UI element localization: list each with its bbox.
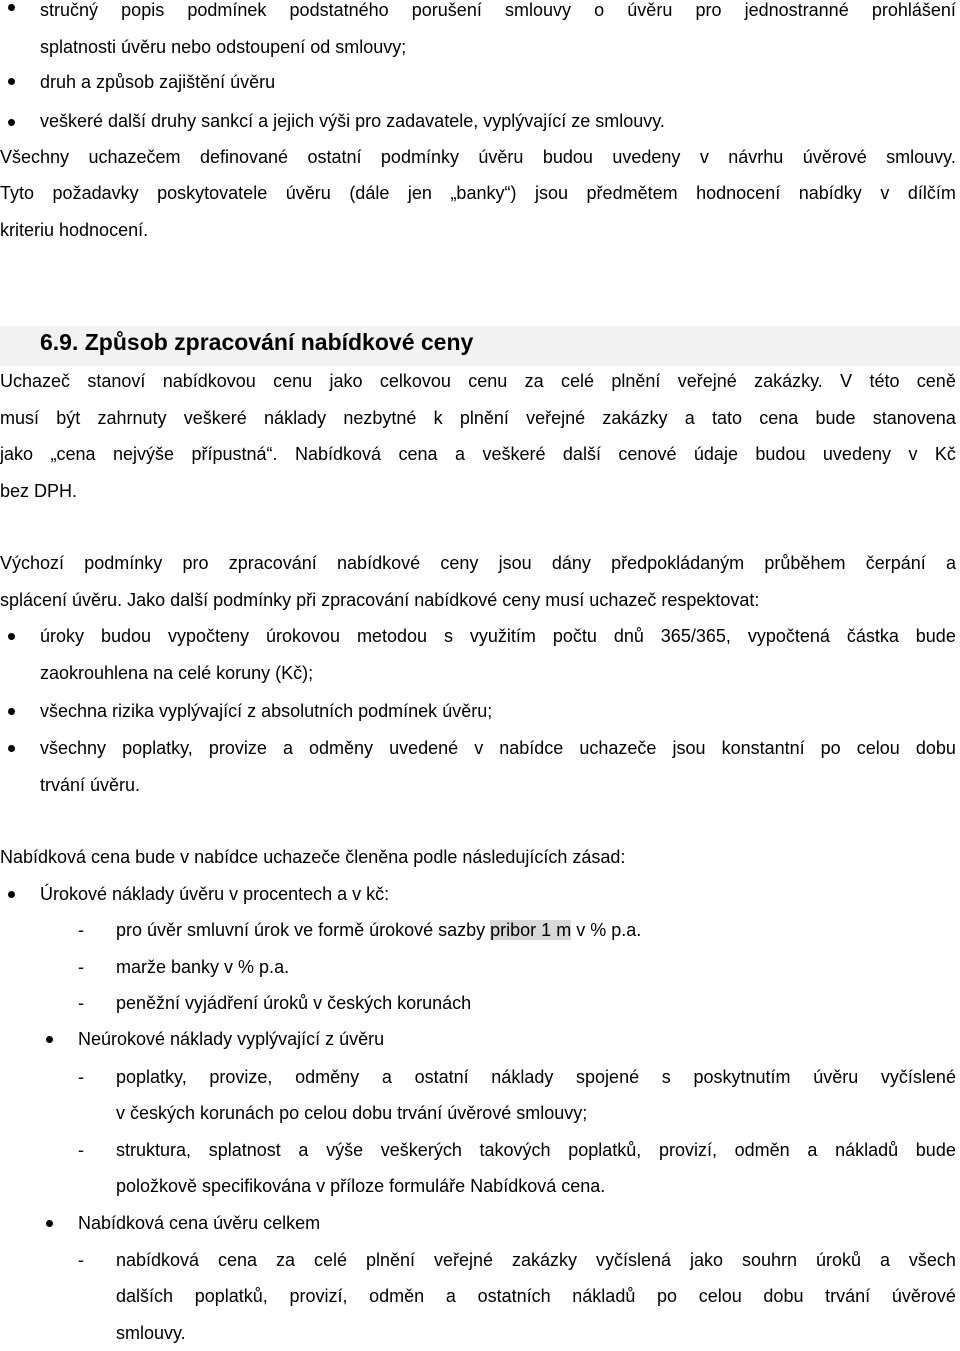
- word: úvěrové: [891, 1286, 956, 1306]
- word: za: [276, 1250, 296, 1270]
- word: úvěrové: [802, 147, 867, 167]
- word: ostatních: [477, 1286, 551, 1306]
- word: cena: [759, 408, 799, 428]
- word: celé: [560, 371, 594, 391]
- word: poplatky,: [116, 1067, 187, 1087]
- paragraph-line: [0, 139, 960, 175]
- word: a: [807, 1140, 818, 1160]
- paragraph-line: Nabídková cena bude v nabídce uchazeče členěna podle následujících zásad:: [0, 847, 626, 867]
- word: celkovou: [379, 371, 451, 391]
- word: náklady: [264, 408, 327, 428]
- word: vypočteny: [167, 626, 249, 646]
- word: souhrn: [741, 1250, 797, 1270]
- word: požadavky: [52, 183, 139, 203]
- word: budou: [100, 626, 152, 646]
- word: a: [945, 553, 956, 573]
- word: úroky: [40, 626, 85, 646]
- word: nejvýše: [112, 444, 174, 464]
- word: jako: [689, 1250, 723, 1270]
- word: podmínky: [84, 553, 163, 573]
- list-item: [40, 618, 960, 654]
- word: předmětem: [586, 183, 678, 203]
- word: „cena: [50, 444, 96, 464]
- sub-list-text: [116, 1132, 960, 1168]
- word: celé: [314, 1250, 348, 1270]
- word: odměn: [734, 1140, 790, 1160]
- word: odměn: [369, 1286, 425, 1306]
- list-item: veškeré další druhy sankcí a jejich výši pro zadavatele, vyplývající ze smlouvy.: [40, 111, 665, 131]
- word: všechny: [40, 738, 107, 758]
- word: odměny: [309, 738, 374, 758]
- word: po: [657, 1286, 678, 1306]
- word: průběhem: [764, 553, 846, 573]
- word: tato: [711, 408, 742, 428]
- word: této: [869, 371, 900, 391]
- word: ostatní: [414, 1067, 469, 1087]
- word: veškerých: [380, 1140, 462, 1160]
- section-heading: 6.9. Způsob zpracování nabídkové ceny: [40, 329, 474, 355]
- word: zakázky: [511, 1250, 578, 1270]
- word: podstatného: [289, 0, 389, 20]
- word: k: [433, 408, 443, 428]
- word: jednostranné: [744, 0, 849, 20]
- word: provize,: [209, 1067, 273, 1087]
- word: veřejné: [677, 371, 737, 391]
- word: pro: [182, 553, 209, 573]
- dash-marker: -: [78, 920, 84, 940]
- word: po: [820, 738, 841, 758]
- word: jsou: [672, 738, 706, 758]
- word: hodnocení: [696, 183, 781, 203]
- paragraph-line: [0, 400, 960, 436]
- word: jsou: [534, 183, 569, 203]
- bullet-icon: [8, 745, 15, 752]
- word: uvedeny: [612, 147, 681, 167]
- word: návrhu: [728, 147, 784, 167]
- word: stanoví: [87, 371, 146, 391]
- word: 365/365,: [660, 626, 731, 646]
- sub-list-text: [116, 1059, 960, 1095]
- word: dalších: [116, 1286, 174, 1306]
- word: a: [879, 1250, 890, 1270]
- word: dány: [551, 553, 591, 573]
- word: úroků: [815, 1250, 861, 1270]
- word: Všechny: [0, 147, 70, 167]
- dash-marker: -: [78, 957, 84, 977]
- word: provizí,: [289, 1286, 348, 1306]
- word: uchazeče: [579, 738, 657, 758]
- word: Uchazeč: [0, 371, 71, 391]
- word: podmínek: [187, 0, 267, 20]
- word: uvedené: [389, 738, 459, 758]
- word: nákladů: [572, 1286, 636, 1306]
- sub-list-text-continuation: v českých korunách po celou dobu trvání úvěrové smlouvy;: [116, 1103, 588, 1123]
- word: počtu: [552, 626, 597, 646]
- word: přípustná“.: [191, 444, 278, 464]
- word: plnění: [459, 408, 509, 428]
- word: úvěru: [627, 0, 673, 20]
- word: musí: [0, 408, 40, 428]
- word: nabídky: [798, 183, 862, 203]
- sub-list-text-part: pro úvěr smluvní úrok ve formě úrokové sazby: [116, 920, 491, 940]
- dash-marker: -: [78, 1250, 84, 1270]
- sub-list-text: [116, 1242, 960, 1278]
- word: jako: [329, 371, 363, 391]
- word: veřejné: [526, 408, 586, 428]
- paragraph-line: [0, 436, 960, 472]
- word: být: [56, 408, 81, 428]
- word: nabídková: [116, 1250, 200, 1270]
- word: úvěru: [285, 183, 331, 203]
- word: poplatky,: [122, 738, 193, 758]
- word: poplatků,: [194, 1286, 268, 1306]
- bullet-icon: [46, 1036, 53, 1043]
- list-item: Nabídková cena úvěru celkem: [78, 1213, 321, 1233]
- word: Výchozí: [0, 553, 65, 573]
- word: Tyto: [0, 183, 35, 203]
- word: jen: [407, 183, 432, 203]
- word: úvěru: [478, 147, 524, 167]
- word: údaje: [693, 444, 738, 464]
- word: v: [908, 444, 918, 464]
- word: definované: [199, 147, 289, 167]
- word: uvedeny: [822, 444, 891, 464]
- word: budou: [542, 147, 593, 167]
- sub-list-item: [0, 949, 960, 985]
- word: V: [840, 371, 853, 391]
- word: provizí,: [658, 1140, 717, 1160]
- bullet-icon: [8, 633, 15, 640]
- word: nákladů: [835, 1140, 899, 1160]
- sub-list-text: peněžní vyjádření úroků v českých korunách: [116, 993, 472, 1013]
- list-item-continuation: zaokrouhlena na celé koruny (Kč);: [40, 663, 314, 683]
- word: popis: [121, 0, 165, 20]
- word: cenu: [468, 371, 508, 391]
- word: vypočtená: [747, 626, 830, 646]
- word: struktura,: [116, 1140, 192, 1160]
- bullet-icon: [8, 4, 15, 11]
- word: (dále: [349, 183, 390, 203]
- word: Nabídková: [294, 444, 382, 464]
- list-item: [40, 730, 960, 766]
- list-item: Neúrokové náklady vyplývající z úvěru: [78, 1029, 385, 1049]
- word: a: [454, 444, 465, 464]
- word: vyčíslené: [880, 1067, 956, 1087]
- word: Kč: [934, 444, 956, 464]
- sub-list-item: [0, 985, 960, 1021]
- bullet-icon: [46, 1220, 53, 1227]
- list-item: všechna rizika vyplývající z absolutních podmínek úvěru;: [40, 701, 493, 721]
- word: smlouvy.: [886, 147, 956, 167]
- bullet-icon: [8, 78, 15, 85]
- word: poplatků,: [568, 1140, 642, 1160]
- word: jako: [0, 444, 34, 464]
- word: bude: [815, 408, 856, 428]
- word: cenové: [618, 444, 677, 464]
- word: stručný: [40, 0, 99, 20]
- word: poskytnutím: [693, 1067, 791, 1087]
- word: bude: [915, 626, 956, 646]
- word: nabídkové: [337, 553, 421, 573]
- list-item: Úrokové náklady úvěru v procentech a v kč:: [40, 884, 390, 904]
- sub-list-text-part: v % p.a.: [571, 920, 642, 940]
- word: poskytovatele: [157, 183, 268, 203]
- word: částka: [846, 626, 899, 646]
- word: zakázky.: [754, 371, 823, 391]
- word: smlouvy: [504, 0, 571, 20]
- word: a: [445, 1286, 456, 1306]
- word: všech: [908, 1250, 956, 1270]
- list-item-continuation: splatnosti úvěru nebo odstoupení od smlouvy;: [40, 37, 407, 57]
- word: podmínky: [380, 147, 459, 167]
- word: a: [684, 408, 695, 428]
- word: nezbytné: [343, 408, 417, 428]
- word: ceně: [916, 371, 956, 391]
- paragraph-line: kriteriu hodnocení.: [0, 220, 149, 240]
- word: nabídce: [499, 738, 564, 758]
- paragraph-line: bez DPH.: [0, 481, 78, 501]
- word: výše: [326, 1140, 364, 1160]
- word: trvání: [825, 1286, 871, 1306]
- word: spojené: [576, 1067, 640, 1087]
- sub-list-text: [116, 912, 641, 948]
- dash-marker: -: [78, 993, 84, 1013]
- sub-list-text: marže banky v % p.a.: [116, 957, 290, 977]
- word: cena: [398, 444, 438, 464]
- word: cenu: [273, 371, 313, 391]
- word: náklady: [491, 1067, 554, 1087]
- word: zahrnuty: [97, 408, 167, 428]
- word: v: [880, 183, 890, 203]
- word: konstantní: [721, 738, 805, 758]
- word: a: [282, 738, 293, 758]
- word: zpracování: [228, 553, 317, 573]
- word: za: [524, 371, 544, 391]
- word: celou: [698, 1286, 742, 1306]
- word: s: [661, 1067, 671, 1087]
- word: pro: [695, 0, 722, 20]
- paragraph-line: [0, 545, 960, 581]
- word: v: [699, 147, 709, 167]
- word: s: [443, 626, 453, 646]
- word: metodou: [356, 626, 427, 646]
- word: o: [594, 0, 605, 20]
- word: nabídkovou: [162, 371, 256, 391]
- sub-list-text-continuation: smlouvy.: [116, 1323, 186, 1343]
- word: bude: [915, 1140, 956, 1160]
- word: porušení: [411, 0, 482, 20]
- paragraph-line: [0, 175, 960, 211]
- list-item: druh a způsob zajištění úvěru: [40, 72, 276, 92]
- word: cena: [218, 1250, 258, 1270]
- sub-list-item: [0, 912, 960, 948]
- word: celou: [856, 738, 900, 758]
- word: úrokovou: [265, 626, 340, 646]
- word: uchazečem: [88, 147, 181, 167]
- bullet-icon: [8, 891, 15, 898]
- word: veškeré: [482, 444, 546, 464]
- word: v: [474, 738, 484, 758]
- dash-marker: -: [78, 1067, 84, 1087]
- highlighted-text: pribor 1 m: [490, 920, 572, 940]
- word: takových: [479, 1140, 551, 1160]
- bullet-icon: [8, 119, 15, 126]
- word: dobu: [915, 738, 956, 758]
- word: budou: [755, 444, 806, 464]
- sub-list-text-continuation: [116, 1278, 960, 1314]
- word: provize: [208, 738, 267, 758]
- word: odměny: [295, 1067, 360, 1087]
- word: plnění: [611, 371, 661, 391]
- word: dobu: [763, 1286, 804, 1306]
- word: zakázky: [602, 408, 668, 428]
- word: jsou: [498, 553, 532, 573]
- word: dílčím: [907, 183, 956, 203]
- word: další: [562, 444, 601, 464]
- word: dnů: [613, 626, 644, 646]
- word: stanovena: [872, 408, 956, 428]
- word: ostatní: [307, 147, 362, 167]
- list-item-continuation: trvání úvěru.: [40, 775, 141, 795]
- paragraph-line: splácení úvěru. Jako další podmínky při zpracování nabídkové ceny musí uchazeč respektovat:: [0, 590, 760, 610]
- word: úvěru: [813, 1067, 859, 1087]
- word: veřejné: [433, 1250, 494, 1270]
- word: ceny: [440, 553, 479, 573]
- bullet-icon: [8, 708, 15, 715]
- paragraph-line: [0, 363, 960, 399]
- dash-marker: -: [78, 1140, 84, 1160]
- sub-list-text-continuation: položkově specifikována v příloze formuláře Nabídková cena.: [116, 1176, 606, 1196]
- word: prohlášení: [871, 0, 956, 20]
- word: „banky“): [450, 183, 517, 203]
- word: čerpání: [865, 553, 926, 573]
- word: a: [298, 1140, 309, 1160]
- list-item: [40, 0, 960, 28]
- word: předpokládaným: [611, 553, 745, 573]
- word: vyčíslená: [595, 1250, 672, 1270]
- word: plnění: [365, 1250, 416, 1270]
- word: splatnost: [208, 1140, 281, 1160]
- word: a: [381, 1067, 392, 1087]
- word: využitím: [469, 626, 536, 646]
- word: veškeré: [183, 408, 247, 428]
